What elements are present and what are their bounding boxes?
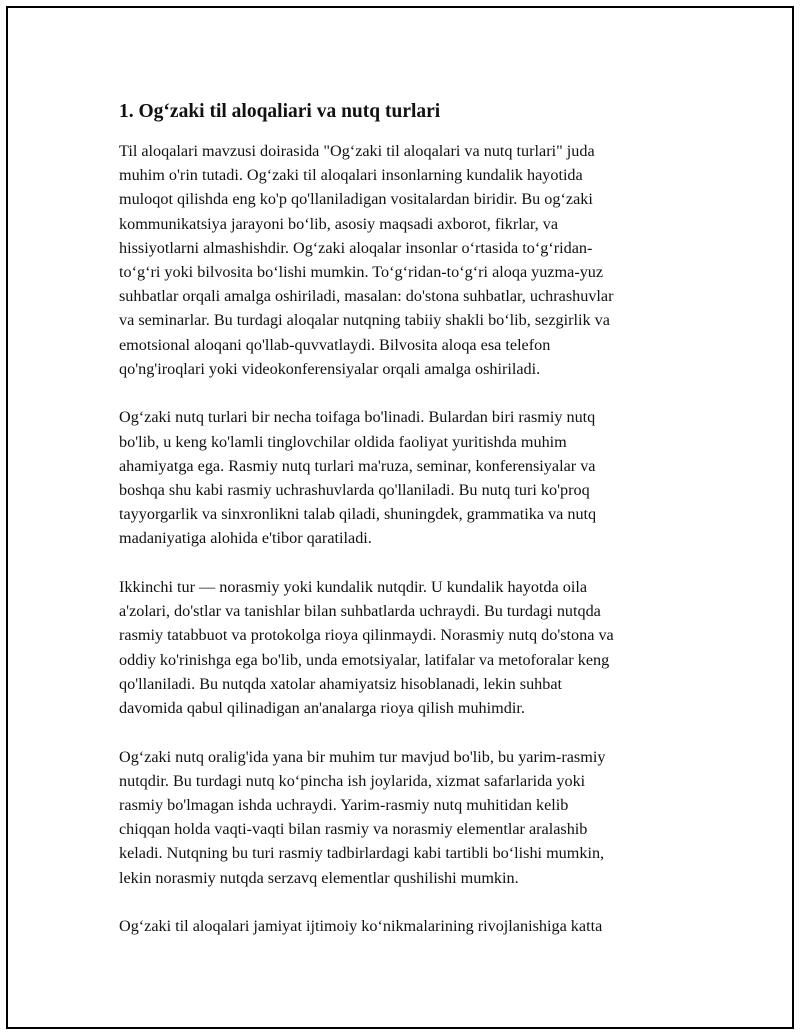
text-line: muloqot qilishda eng ko'p qo'llaniladigan vositalardan biridir. Bu og‘zaki [119, 190, 593, 209]
section-heading: 1. Og‘zaki til aloqaliari va nutq turlari [119, 101, 441, 122]
text-line: suhbatlar orqali amalga oshiriladi, masalan: do'stona suhbatlar, uchrashuvlar [119, 287, 614, 306]
text-line: muhim o'rin tutadi. Og‘zaki til aloqalari insonlarning kundalik hayotida [119, 166, 583, 185]
paragraph-4 [119, 745, 679, 890]
text-line: Og‘zaki nutq turlari bir necha toifaga bo'linadi. Bulardan biri rasmiy nutq [119, 408, 596, 427]
text-line: kommunikatsiya jarayoni bo‘lib, asosiy maqsadi axborot, fikrlar, va [119, 214, 559, 233]
text-line: tayyorgarlik va sinxronlikni talab qiladi, shuningdek, grammatika va nutq [119, 505, 597, 524]
text-line: madaniyatiga alohida e'tibor qaratiladi. [119, 529, 372, 548]
text-line: lekin norasmiy nutqda serzavq elementlar qushilishi mumkin. [119, 868, 519, 887]
text-line: ahamiyatga ega. Rasmiy nutq turlari ma'ruza, seminar, konferensiyalar va [119, 456, 596, 475]
text-line: chiqqan holda vaqti-vaqti bilan rasmiy va norasmiy elementlar aralashib [119, 820, 588, 839]
text-line: oddiy ko'rinishga ega bo'lib, unda emotsiyalar, latifalar va metoforalar keng [119, 650, 610, 669]
text-line: emotsional aloqani qo'llab-quvvatlaydi. Bilvosita aloqa esa telefon [119, 335, 551, 354]
text-line: Og‘zaki nutq oralig'ida yana bir muhim tur mavjud bo'lib, bu yarim-rasmiy [119, 747, 606, 766]
text-line: to‘g‘ri yoki bilvosita bo‘lishi mumkin. To‘g‘ridan-to‘g‘ri aloqa yuzma-yuz [119, 263, 604, 282]
paragraph-3 [119, 575, 679, 720]
text-line: hissiyotlarni almashishdir. Og‘zaki aloqalar insonlar o‘rtasida to‘g‘ridan- [119, 238, 593, 257]
text-line: keladi. Nutqning bu turi rasmiy tadbirlardagi kabi tartibli bo‘lishi mumkin, [119, 844, 605, 863]
text-line: rasmiy bo'lmagan ishda uchraydi. Yarim-rasmiy nutq muhitidan kelib [119, 796, 569, 815]
text-line: davomida qabul qilinadigan an'analarga rioya qilish muhimdir. [119, 699, 525, 718]
text-line: va seminarlar. Bu turdagi aloqalar nutqning tabiiy shakli bo‘lib, sezgirlik va [119, 311, 610, 330]
text-line: qo'ng'iroqlari yoki videokonferensiyalar orqali amalga oshiriladi. [119, 359, 541, 378]
text-line: boshqa shu kabi rasmiy uchrashuvlarda qo'llaniladi. Bu nutq turi ko'proq [119, 481, 590, 500]
text-line: a'zolari, do'stlar va tanishlar bilan suhbatlarda uchraydi. Bu turdagi nutqda [119, 602, 601, 621]
text-line: Og‘zaki til aloqalari jamiyat ijtimoiy ko‘nikmalarining rivojlanishiga katta [119, 917, 603, 936]
text-line: Til aloqalari mavzusi doirasida "Og‘zaki til aloqalari va nutq turlari" juda [119, 142, 595, 160]
text-line: nutqdir. Bu turdagi nutq ko‘pincha ish joylarida, xizmat safarlarida yoki [119, 771, 586, 790]
text-line: qo'llaniladi. Bu nutqda xatolar ahamiyatsiz hisoblanadi, lekin suhbat [119, 674, 563, 693]
page-frame [6, 6, 794, 1029]
paragraph-5 [119, 914, 679, 938]
text-line: Ikkinchi tur — norasmiy yoki kundalik nutqdir. U kundalik hayotda oila [119, 578, 588, 597]
paragraph-1 [119, 139, 679, 381]
document-body [119, 98, 679, 963]
text-line: bo'lib, u keng ko'lamli tinglovchilar oldida faoliyat yuritishda muhim [119, 432, 567, 451]
paragraph-2 [119, 405, 679, 550]
text-line: rasmiy tatabbuot va protokolga rioya qilinmaydi. Norasmiy nutq do'stona va [119, 626, 614, 645]
